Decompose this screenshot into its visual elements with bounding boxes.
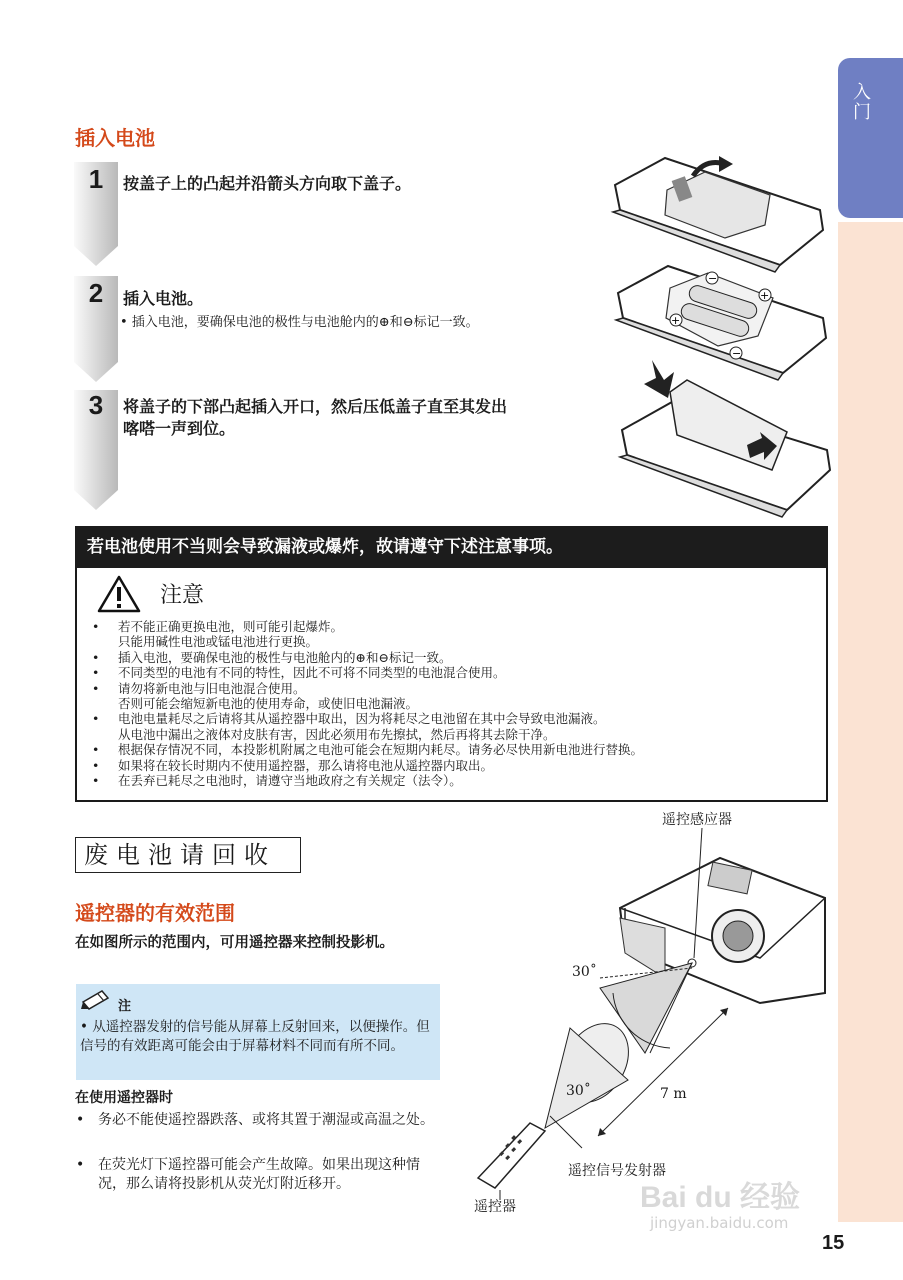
warning-triangle-icon: [96, 574, 142, 614]
caution-title: 注意: [160, 583, 205, 608]
svg-text:+: +: [671, 314, 681, 327]
sensor-label: 遥控感应器: [662, 812, 732, 828]
pencil-note-icon: [80, 988, 116, 1010]
caution-item: • 插入电池，要确保电池的极性与电池舱内的⊕和⊖标记一致。: [92, 649, 452, 665]
step-1-text: 按盖子上的凸起并沿箭头方向取下盖子。: [123, 174, 412, 193]
distance-label: 7 m: [660, 1086, 687, 1102]
use-item: • 在荧光灯下遥控器可能会产生故障。如果出现这种情况，那么请将投影机从荧光灯附近移开。: [76, 1157, 420, 1192]
step-2-subtext: • 插入电池，要确保电池的极性与电池舱内的⊕和⊖标记一致。: [120, 315, 479, 330]
caution-item: • 根据保存情况不同，本投影机附属之电池可能会在短期内耗尽。请务必尽快用新电池进行替换。: [92, 742, 644, 758]
use-item: • 务必不能使遥控器跌落、或将其置于潮湿或高温之处。: [76, 1112, 434, 1128]
emitter-label: 遥控信号发射器: [568, 1163, 666, 1179]
watermark-brand: Bai du 经验: [640, 1181, 801, 1214]
page-number: 15: [822, 1232, 845, 1254]
watermark-url: jingyan.baidu.com: [650, 1214, 789, 1232]
caution-item: • 在丢弃已耗尽之电池时，请遵守当地政府之有关规定（法令）。: [92, 773, 462, 789]
cover-closing-illustration: [612, 350, 837, 520]
step-3-text-line2: 喀嗒一声到位。: [123, 419, 236, 438]
insert-battery-title: 插入电池: [75, 126, 155, 150]
caution-item: • 电池电量耗尽之后请将其从遥控器中取出，因为将耗尽之电池留在其中会导致电池漏液。 从电池中漏出之液体对皮肤有害，因此必须用布先擦拭，然后再将其去除干净。: [92, 711, 606, 742]
use-title: 在使用遥控器时: [75, 1090, 173, 1106]
step-3-number: 3: [88, 390, 104, 420]
svg-text:−: −: [732, 347, 742, 360]
caution-list: [92, 619, 812, 788]
step-2-text: 插入电池。: [123, 289, 204, 308]
warning-headline: 若电池使用不当则会导致漏液或爆炸，故请遵守下述注意事项。: [75, 526, 828, 568]
remote-label: 遥控器: [474, 1199, 516, 1215]
note-text: • 从遥控器发射的信号能从屏幕上反射回来，以便操作。但信号的有效距离可能会由于屏幕材料不同而有所不同。: [80, 1019, 430, 1054]
svg-text:−: −: [708, 272, 718, 285]
note-label: 注: [118, 999, 132, 1014]
caution-item: • 不同类型的电池有不同的特性，因此不可将不同类型的电池混合使用。: [92, 665, 506, 681]
angle-bottom-label: 30˚: [566, 1083, 591, 1099]
svg-text:+: +: [760, 289, 770, 302]
chapter-tab-label: 入门: [850, 82, 871, 122]
recycle-label: 废电池请回收: [84, 841, 276, 869]
angle-top-label: 30˚: [572, 964, 597, 980]
step-1-number: 1: [88, 164, 104, 194]
remote-range-description: 在如图所示的范围内，可用遥控器来控制投影机。: [75, 935, 394, 951]
caution-item: • 请勿将新电池与旧电池混合使用。 否则可能会缩短新电池的使用寿命，或使旧电池漏液。: [92, 680, 419, 712]
remote-cover-removal-illustration: [605, 150, 830, 275]
step-2-number: 2: [88, 278, 104, 308]
caution-item: • 如果将在较长时期内不使用遥控器，那么请将电池从遥控器内取出。: [92, 757, 494, 773]
caution-item: • 若不能正确更换电池，则可能引起爆炸。 只能用碱性电池或锰电池进行更换。: [92, 619, 344, 650]
remote-range-title: 遥控器的有效范围: [75, 901, 235, 925]
step-3-text-line1: 将盖子的下部凸起插入开口，然后压低盖子直至其发出: [123, 397, 508, 416]
side-stripe: [838, 222, 903, 1222]
